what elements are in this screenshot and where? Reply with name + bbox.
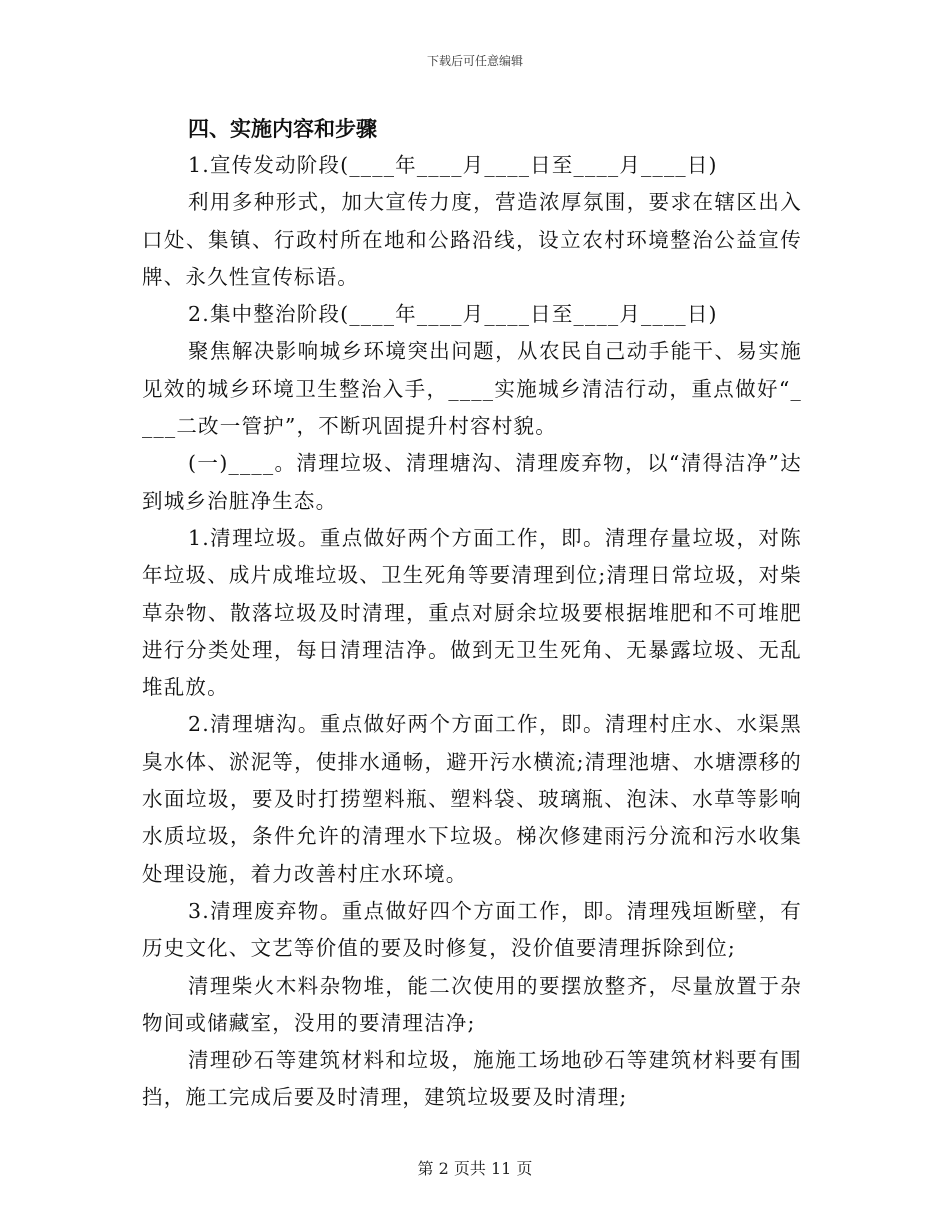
page-footer: 第 2 页共 11 页 xyxy=(417,1159,533,1178)
paragraph-clean-garbage: 1.清理垃圾。重点做好两个方面工作，即。清理存量垃圾，对陈年垃圾、成片成堆垃圾、卫生死角等要清理到位;清理日常垃圾，对柴草杂物、散落垃圾及时清理，重点对厨余垃圾要根据堆肥和不可堆肥进行分类处理，每日清理洁净。做到无卫生死角、无暴露垃圾、无乱堆乱放。 xyxy=(142,525,802,700)
page-header: 下载后可任意编辑 xyxy=(426,54,523,68)
paragraph-firewood: 清理柴火木料杂物堆，能二次使用的要摆放整齐，尽量放置于杂物间或储藏室，没用的要清理洁净; xyxy=(142,973,802,1035)
paragraph-publicity: 利用多种形式，加大宣传力度，营造浓厚氛围，要求在辖区出入口处、集镇、行政村所在地和公路沿线，设立农村环境整治公益宣传牌、永久性宣传标语。 xyxy=(142,190,802,289)
paragraph-clean-ditches: 2.清理塘沟。重点做好两个方面工作，即。清理村庄水、水渠黑臭水体、淤泥等，使排水通畅，避开污水横流;清理池塘、水塘漂移的水面垃圾，要及时打捞塑料瓶、塑料袋、玻璃瓶、泡沫、水草等影响水质垃圾，条件允许的清理水下垃圾。梯次修建雨污分流和污水收集处理设施，着力改善村庄水环境。 xyxy=(142,712,802,886)
paragraph-section-one: (一)____。清理垃圾、清理塘沟、清理废弃物，以“清得洁净”达到城乡治脏净生态。 xyxy=(142,451,802,513)
paragraph-focus: 聚焦解决影响城乡环境突出问题，从农民自己动手能干、易实施见效的城乡环境卫生整治入手，____实施城乡清洁行动，重点做好“____二改一管护”，不断巩固提升村容村貌。 xyxy=(142,339,802,439)
paragraph-stage-1-title: 1.宣传发动阶段(____年____月____日至____月____日) xyxy=(188,153,718,177)
paragraph-clean-waste: 3.清理废弃物。重点做好四个方面工作，即。清理残垣断壁，有历史文化、文艺等价值的要及时修复，没价值要清理拆除到位; xyxy=(142,898,802,961)
section-heading: 四、实施内容和步骤 xyxy=(188,116,377,141)
paragraph-stage-2-title: 2.集中整治阶段(____年____月____日至____月____日) xyxy=(188,302,718,327)
paragraph-construction: 清理砂石等建筑材料和垃圾，施施工场地砂石等建筑材料要有围挡，施工完成后要及时清理，建筑垃圾要及时清理; xyxy=(142,1048,802,1110)
document-body xyxy=(142,111,802,1117)
